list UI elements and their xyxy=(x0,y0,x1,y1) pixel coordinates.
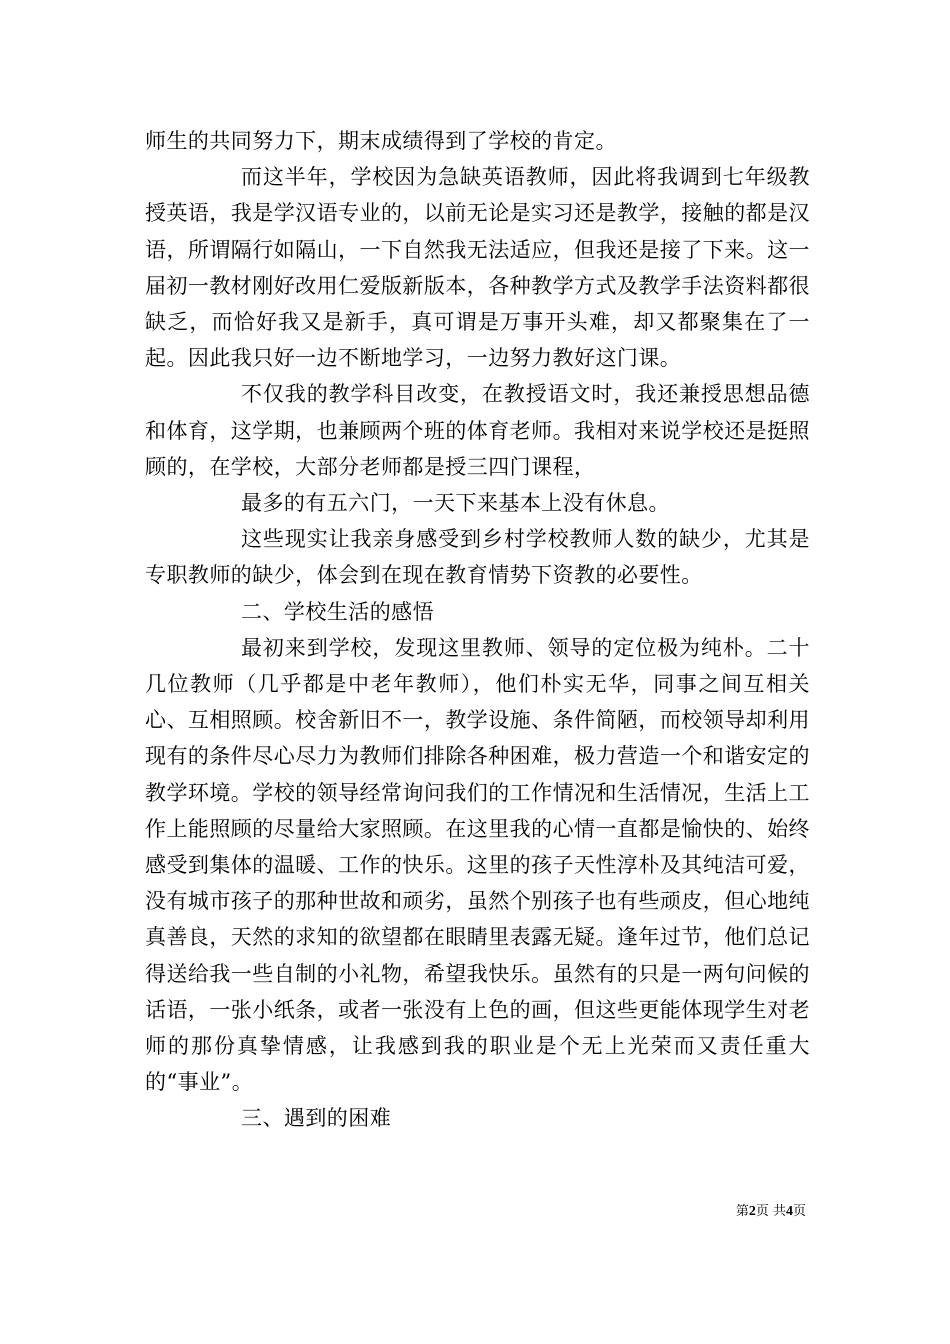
footer-total-pages: 4 xyxy=(785,1204,793,1219)
paragraph-4: 最多的有五六门，一天下来基本上没有休息。 xyxy=(241,491,670,516)
footer-prefix: 第 xyxy=(735,1204,749,1219)
footer-middle: 页 共 xyxy=(755,1204,786,1219)
body-text xyxy=(145,123,810,1137)
paragraph-1: 师生的共同努力下，期末成绩得到了学校的肯定。 xyxy=(145,129,617,153)
page-footer xyxy=(0,1204,806,1220)
footer-current-page: 2 xyxy=(748,1204,756,1219)
paragraph-3: 不仅我的教学科目改变，在教授语文时，我还兼授思想品德和体育，这学期，也兼顾两个班的体育老师。我相对来说学校还是挺照顾的，在学校，大部分老师都是授三四门课程， xyxy=(145,382,810,479)
paragraph-6: 最初来到学校，发现这里教师、领导的定位极为纯朴。二十几位教师（几乎都是中老年教师），他们朴实无华，同事之间互相关心、互相照顾。校舍新旧不一，教学设施、条件简陋，而校领导却利用现有的条件尽心尽力为教师们排除各种困难，极力营造一个和谐安定的教学环境。学校的领导经常询问我们的工作情况和生活情况，生活上工作上能照顾的尽量给大家照顾。在这里我的心情一直都是愉快的、始终感受到集体的温暖、工作的快乐。这里的孩子天性淳朴及其纯洁可爱，没有城市孩子的那种世故和顽劣，虽然个别孩子也有些顽皮，但心地纯真善良，天然的求知的欲望都在眼睛里表露无疑。逢年过节，他们总记得送给我一些自制的小礼物，希望我快乐。虽然有的只是一两句问候的话语，一张小纸条，或者一张没有上色的画，但这些更能体现学生对老师的那份真挚情感，让我感到我的职业是个无上光荣而又责任重大的“事业”。 xyxy=(145,635,810,1095)
paragraph-5: 这些现实让我亲身感受到乡村学校教师人数的缺少，尤其是专职教师的缺少，体会到在现在教育情势下资教的必要性。 xyxy=(145,527,810,588)
section-heading-2: 二、学校生活的感悟 xyxy=(241,599,435,624)
paragraph-2: 而这半年，学校因为急缺英语教师，因此将我调到七年级教授英语，我是学汉语专业的，以前无论是实习还是教学，接触的都是汉语，所谓隔行如隔山，一下自然我无法适应，但我还是接了下来。这一届初一教材刚好改用仁爱版新版本，各种教学方式及教学手法资料都很缺乏，而恰好我又是新手，真可谓是万事开头难，却又都聚集在了一起。因此我只好一边不断地学习，一边努力教好这门课。 xyxy=(145,165,810,371)
footer-suffix: 页 xyxy=(792,1204,806,1219)
section-heading-3: 三、遇到的困难 xyxy=(241,1106,392,1131)
